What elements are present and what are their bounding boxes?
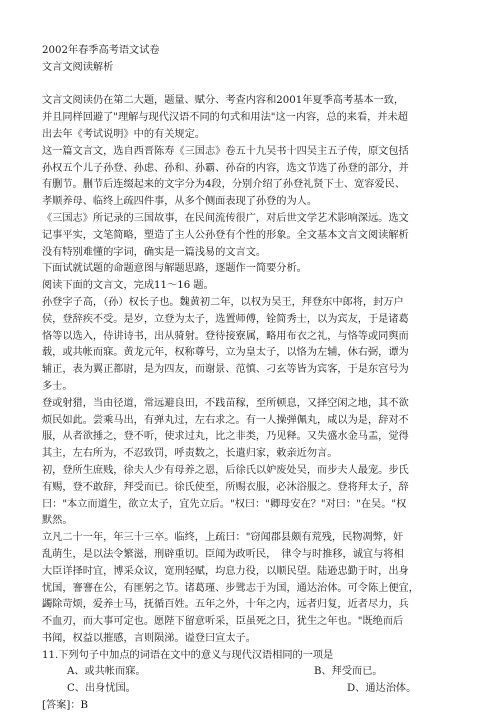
- doc-title: 2002年春季高考语文试卷: [42, 45, 160, 56]
- text-line: 有删节。删节后连缀起来的文字分为4段，分别介绍了孙登礼贤下士、宽容爱民、: [42, 179, 406, 191]
- text-line: 默然。: [42, 515, 73, 527]
- text-line: 载，或共帐而寐。黄龙元年，权称尊号，立为皇太子，以恪为左辅，休右弼，谭为: [42, 347, 409, 359]
- option-d: D、通达治体。: [347, 683, 417, 695]
- answer-line: [答案]：B: [42, 700, 88, 712]
- text-line: 孙登字子高，（孙）权长子也。魏黄初二年，以权为吴王，拜登东中郎将，封万户: [42, 296, 404, 308]
- body-text: [42, 93, 468, 664]
- text-line: 出去年《考试说明》中的有关规定。: [42, 128, 205, 140]
- text-line: 书闻，权益以摧感，言则陨涕。谥登曰宣太子。: [42, 632, 256, 644]
- text-line: 没有特别难懂的字词，确实是一篇浅易的文言文。: [42, 246, 267, 258]
- text-line: 孝顺养母、临终上疏四件事，从多个侧面表现了孙登的为人。: [42, 196, 318, 208]
- text-line: 并且同样回避了"理解与现代汉语不同的句式和用法"这一内容，总的来看，并未超: [42, 112, 408, 124]
- question-stem: 11.下列句子中加点的词语在文中的意义与现代汉语相同的一项是: [42, 649, 334, 661]
- text-line: 立凡二十一年，年三十三卒。临终，上疏曰："窃闻郡县颇有荒残，民物凋弊，奸: [42, 532, 404, 544]
- text-line: 文言文阅读仍在第二大题，题量、赋分、考查内容和2001年夏季高考基本一致，: [42, 95, 405, 107]
- text-line: 大臣详择时宜，博采众议，宽刑轻赋，均息力役，以顺民望。陆逊忠勤于时，出身: [42, 565, 409, 577]
- text-line: 不血刃，而大事可定也。愿陛下留意听采，臣虽死之日，犹生之年也。"既绝而后: [42, 616, 404, 628]
- text-line: 这一篇文言文，选自西晋陈寿《三国志》卷五十九吴书十四吴主五子传，原文包括: [42, 145, 409, 157]
- text-line: 辅正，表为翼正都尉，是为四友，而谢景、范慎、刁玄等皆为宾客，于是东宫号为: [42, 364, 409, 376]
- text-line: 忧国，謇謇在公，有匪躬之节。诸葛瑾、步骘志于为国，通达治体。可令陈上便宜，: [42, 582, 419, 594]
- option-c: C、出身忧国。: [67, 683, 136, 695]
- text-line: 其主，左右所为，不忍致罚，呼责数之，长遣归家，敕亲近勿言。: [42, 448, 338, 460]
- text-line: 有赐，登不敢辞，拜受而已。徐氏使至，所赐衣服，必沐浴服之。登将拜太子，辞: [42, 481, 409, 493]
- text-line: 阅读下面的文言文，完成11～16 题。: [42, 280, 214, 292]
- text-line: 多士。: [42, 380, 73, 392]
- text-line: 蠲除苛烦，爱养士马，抚循百姓。五年之外，十年之内，远者归复，近者尽力，兵: [42, 599, 409, 611]
- spacer: [42, 77, 468, 94]
- text-line: 《三国志》所记录的三国故事，在民间流传很广，对后世文学艺术影响深远。选文: [42, 212, 409, 224]
- text-line: 曰："本立而道生，欲立太子，宜先立后。"权曰："卿母安在？"对曰："在吴。"权: [42, 498, 407, 510]
- text-line: 服，从者欲捶之，登不听，使求过丸，比之非类，乃见释。又失盛水金马盂，觉得: [42, 431, 409, 443]
- text-line: 初，登所生庶贱，徐夫人少有母养之恩，后徐氏以妒废处吴，而步夫人最宠。步氏: [42, 464, 409, 476]
- option-a: A、或共帐而寐。: [67, 666, 146, 678]
- text-line: 恪等以选入，侍讲诗书，出从骑射。登待接寮属，略用布衣之礼，与恪等或同舆而: [42, 330, 409, 342]
- text-line: 登或射猎，当由径道，常远避良田，不践苗稼，至所顿息，又择空闲之地，其不欲: [42, 397, 409, 409]
- text-line: 侯，登辞疾不受。是岁，立登为太子，选置师傅，铨简秀士，以为宾友，于是诸葛: [42, 313, 409, 325]
- question-options: [42, 664, 468, 698]
- text-line: 记事平实，文笔简略，塑造了主人公孙登有个性的形象。全文基本文言文阅读解析: [42, 229, 409, 241]
- text-line: 孙权五个儿子孙登、孙虑、孙和、孙霸、孙奋的内容，选文节选了孙登的部分，并: [42, 162, 409, 174]
- option-b: B、拜受而已。: [314, 666, 383, 678]
- text-line: 烦民如此。尝乘马出，有弹丸过，左右求之。有一人操弹佩丸，咸以为是，辞对不: [42, 414, 409, 426]
- text-line: 下面试就试题的命题意图与解题思路，逐题作一简要分析。: [42, 263, 307, 275]
- text-line: 乱萌生，是以法令繁滋，刑辟重切。臣闻为政听民， 律令与时推移，诚宜与将相: [42, 548, 404, 560]
- doc-subtitle: 文言文阅读解析: [42, 61, 114, 73]
